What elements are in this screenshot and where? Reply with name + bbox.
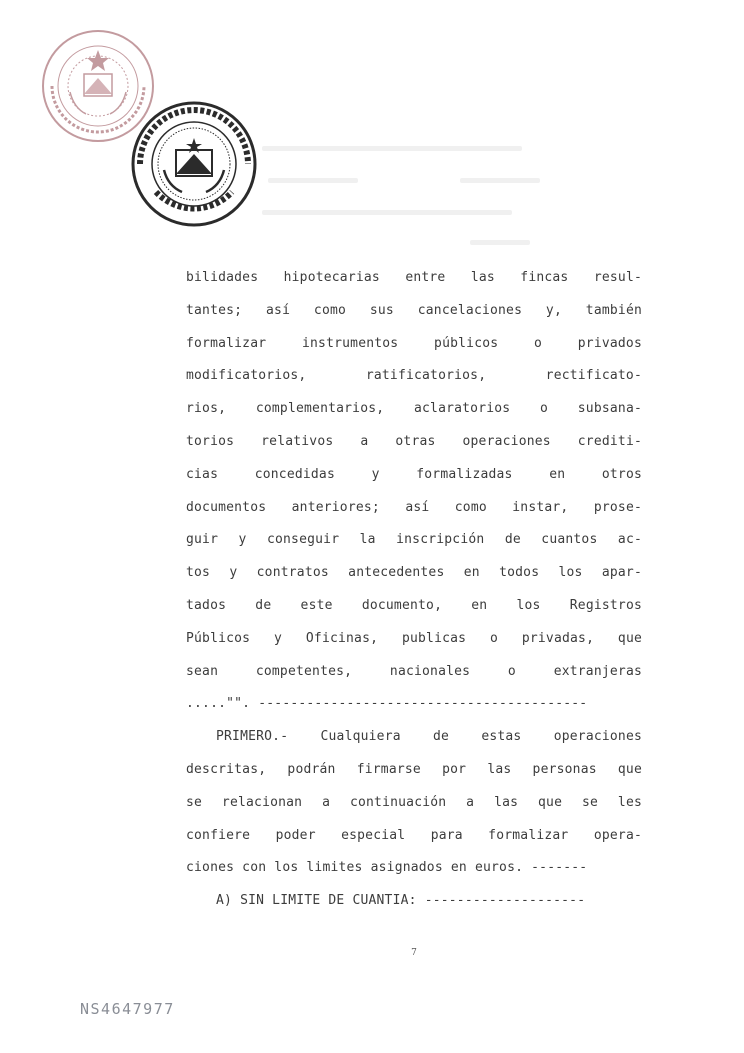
document-line: bilidades hipotecarias entre las fincas resul-	[186, 270, 642, 285]
document-line: tantes; así como sus cancelaciones y, también	[186, 302, 642, 318]
document-serial-number: NS4647977	[80, 1000, 175, 1018]
document-line: tados de este documento, en los Registros	[186, 597, 642, 613]
page-number: 7	[411, 948, 417, 958]
document-line: A) SIN LIMITE DE CUANTIA: --------------------	[216, 893, 586, 909]
document-line: rios, complementarios, aclaratorios o subsana-	[186, 401, 642, 417]
document-line: confiere poder especial para formalizar opera-	[186, 827, 642, 843]
document-line: ciones con los limites asignados en euros. -------	[186, 860, 588, 876]
document-line: descritas, podrán firmarse por las personas que	[186, 761, 642, 777]
document-line: PRIMERO.- Cualquiera de estas operaciones	[216, 729, 642, 745]
document-line: sean competentes, nacionales o extranjeras	[186, 663, 642, 679]
document-line: modificatorios, ratificatorios, rectificato-	[186, 368, 642, 384]
document-line: formalizar instrumentos públicos o privados	[186, 335, 642, 351]
document-line: guir y conseguir la inscripción de cuantos ac-	[186, 532, 642, 548]
document-line: ....."". -----------------------------------------	[186, 696, 588, 712]
notary-seal-icon	[130, 100, 258, 228]
document-line: torios relativos a otras operaciones crediti-	[186, 433, 642, 449]
document-line: se relacionan a continuación a las que se les	[186, 794, 642, 810]
document-line: Públicos y Oficinas, publicas o privadas, que	[186, 630, 642, 646]
document-line: cias concedidas y formalizadas en otros	[186, 466, 642, 482]
document-line: tos y contratos antecedentes en todos los apar-	[186, 565, 642, 581]
document-line: documentos anteriores; así como instar, prose-	[186, 499, 642, 515]
document-body	[186, 262, 642, 918]
